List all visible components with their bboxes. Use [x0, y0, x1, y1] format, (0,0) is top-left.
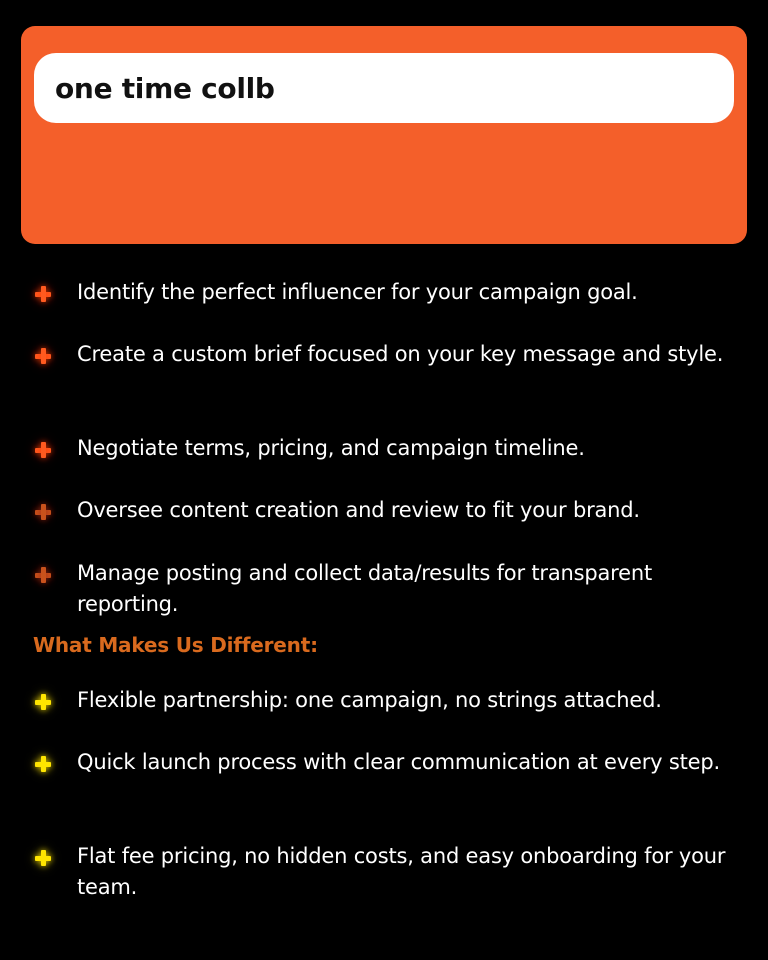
list-item — [33, 495, 733, 526]
list-item — [33, 685, 733, 716]
plus-icon — [33, 754, 53, 774]
plus-icon — [33, 502, 53, 522]
steps-list — [33, 277, 733, 308]
page-title: one time collb — [55, 71, 275, 105]
plus-icon — [33, 692, 53, 712]
steps-list — [33, 558, 733, 620]
list-item — [33, 558, 733, 620]
plus-icon — [33, 440, 53, 460]
steps-list — [33, 433, 733, 464]
different-text: Quick launch process with clear communication at every step. — [77, 750, 720, 774]
step-text: Identify the perfect influencer for your campaign goal. — [77, 280, 638, 304]
different-list — [33, 685, 733, 716]
step-text: Oversee content creation and review to fit your brand. — [77, 498, 640, 522]
different-text: Flexible partnership: one campaign, no strings attached. — [77, 688, 662, 712]
plus-icon — [33, 346, 53, 366]
step-text: Manage posting and collect data/results for transparent reporting. — [77, 561, 652, 616]
section-title: What Makes Us Different: — [33, 633, 318, 657]
list-item — [33, 339, 733, 370]
plus-icon — [33, 848, 53, 868]
list-item — [33, 277, 733, 308]
title-pill — [34, 53, 734, 123]
different-list — [33, 747, 733, 778]
steps-list — [33, 495, 733, 526]
step-text: Create a custom brief focused on your key message and style. — [77, 342, 724, 366]
list-item — [33, 841, 733, 903]
different-text: Flat fee pricing, no hidden costs, and easy onboarding for your team. — [77, 844, 726, 899]
plus-icon — [33, 284, 53, 304]
list-item — [33, 433, 733, 464]
step-text: Negotiate terms, pricing, and campaign timeline. — [77, 436, 585, 460]
different-list — [33, 841, 733, 903]
plus-icon — [33, 565, 53, 585]
steps-list — [33, 339, 733, 370]
list-item — [33, 747, 733, 778]
header-card — [21, 26, 747, 244]
